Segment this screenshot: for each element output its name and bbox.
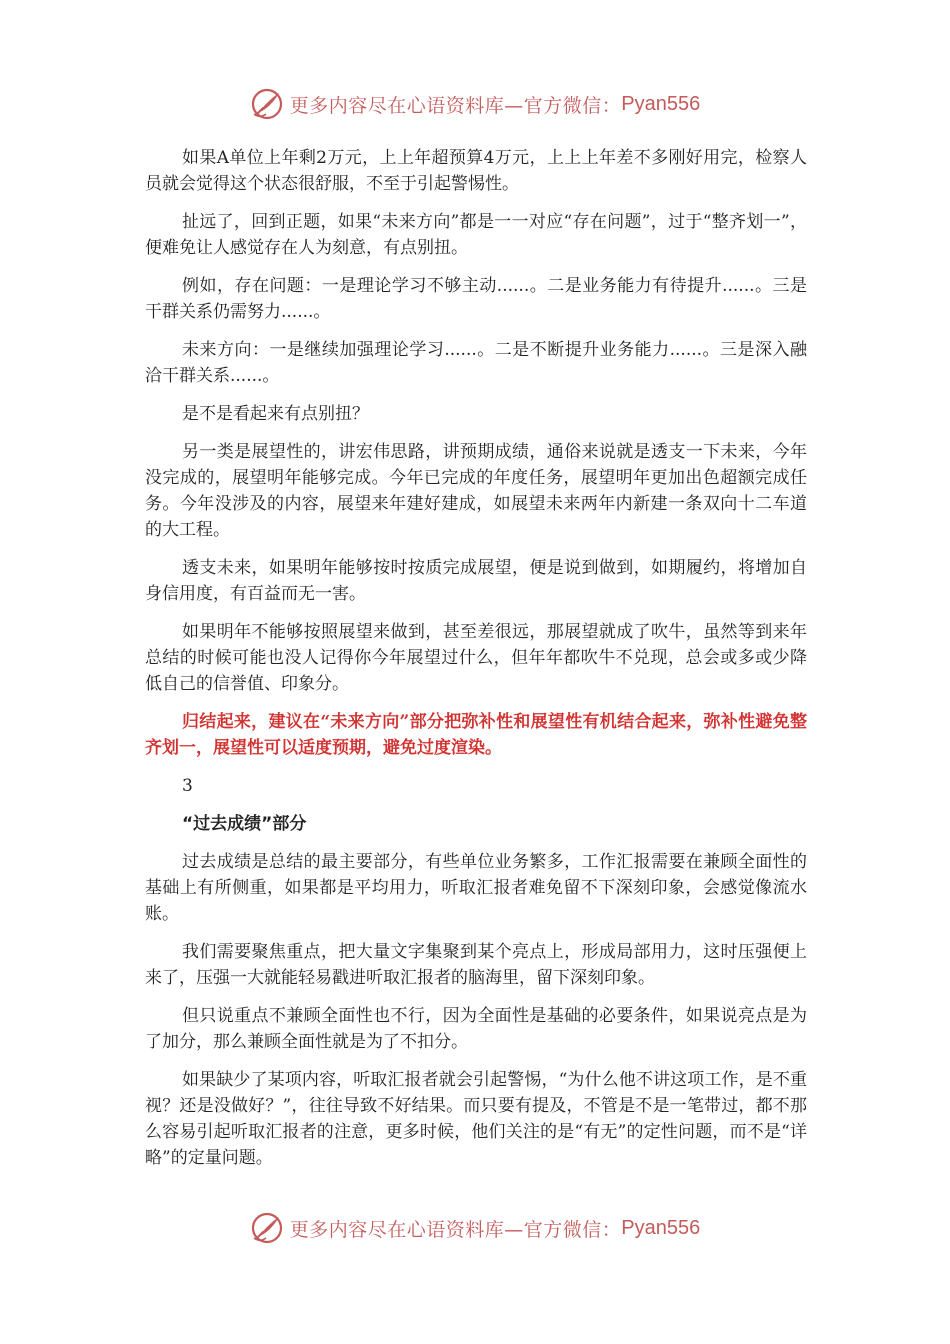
paragraph: 另一类是展望性的，讲宏伟思路，讲预期成绩，通俗来说就是透支一下未来，今年没完成的，展望明年能够完成。今年已完成的年度任务，展望明年更加出色超额完成任务。今年没涉及的内容，展望来年建好建成，如展望未来两年内新建一条双向十二车道的大工程。 [145,442,807,540]
paragraph: 如果A单位上年剩2万元，上上年超预算4万元，上上上年差不多刚好用完，检察人员就会觉得这个状态很舒服，不至于引起警惕性。 [145,148,807,194]
paragraph: 透支未来，如果明年能够按时按质完成展望，便是说到做到，如期履约，将增加自身信用度，有百益而无一害。 [145,558,807,604]
paragraph: 是不是看起来有点别扭？ [182,404,369,424]
paragraph: 如果明年不能够按照展望来做到，甚至差很远，那展望就成了吹牛，虽然等到来年总结的时候可能也没人记得你今年展望过什么，但年年都吹牛不兑现，总会或多或少降低自己的信誉值、印象分。 [145,622,807,694]
banner-text: 更多内容尽在心语资料库—官方微信： [289,94,622,117]
paragraph: 未来方向：一是继续加强理论学习......。二是不断提升业务能力......。三是深入融洽干群关系......。 [145,340,807,386]
highlight-paragraph: 归结起来，建议在“未来方向”部分把弥补性和展望性有机结合起来，弥补性避免整齐划一，展望性可以适度预期，避免过度渲染。 [145,712,807,758]
paragraph: 扯远了，回到正题，如果“未来方向”都是一一对应“存在问题”，过于“整齐划一”，便难免让人感觉存在人为刻意，有点别扭。 [145,212,807,258]
article-body [145,145,807,1183]
paragraph: 过去成绩是总结的最主要部分，有些单位业务繁多，工作汇报需要在兼顾全面性的基础上有所侧重，如果都是平均用力，听取汇报者难免留不下深刻印象，会感觉像流水账。 [145,852,807,924]
paragraph: 我们需要聚焦重点，把大量文字集聚到某个亮点上，形成局部用力，这时压强便上来了，压强一大就能轻易戳进听取汇报者的脑海里，留下深刻印象。 [145,942,807,988]
header-banner [0,84,950,124]
banner-text: 更多内容尽在心语资料库—官方微信： [289,1218,622,1241]
paragraph: 例如，存在问题：一是理论学习不够主动......。二是业务能力有待提升......。三是干群关系仍需努力......。 [145,276,807,322]
footer-banner [0,1208,950,1248]
banner-wechat-id: Pyan556 [621,1216,701,1239]
feather-pen-logo-icon [250,87,284,121]
feather-pen-logo-icon [250,1211,284,1245]
section-heading: “过去成绩”部分 [182,814,307,834]
paragraph: 如果缺少了某项内容，听取汇报者就会引起警惕，“为什么他不讲这项工作，是不重视？还是没做好？”，往往导致不好结果。而只要有提及，不管是不是一笔带过，都不那么容易引起听取汇报者的注意，更多时候，他们关注的是“有无”的定性问题，而不是“详略”的定量问题。 [145,1070,807,1168]
banner-wechat-id: Pyan556 [621,92,701,115]
section-number: 3 [182,776,193,796]
paragraph: 但只说重点不兼顾全面性也不行，因为全面性是基础的必要条件，如果说亮点是为了加分，那么兼顾全面性就是为了不扣分。 [145,1006,807,1052]
